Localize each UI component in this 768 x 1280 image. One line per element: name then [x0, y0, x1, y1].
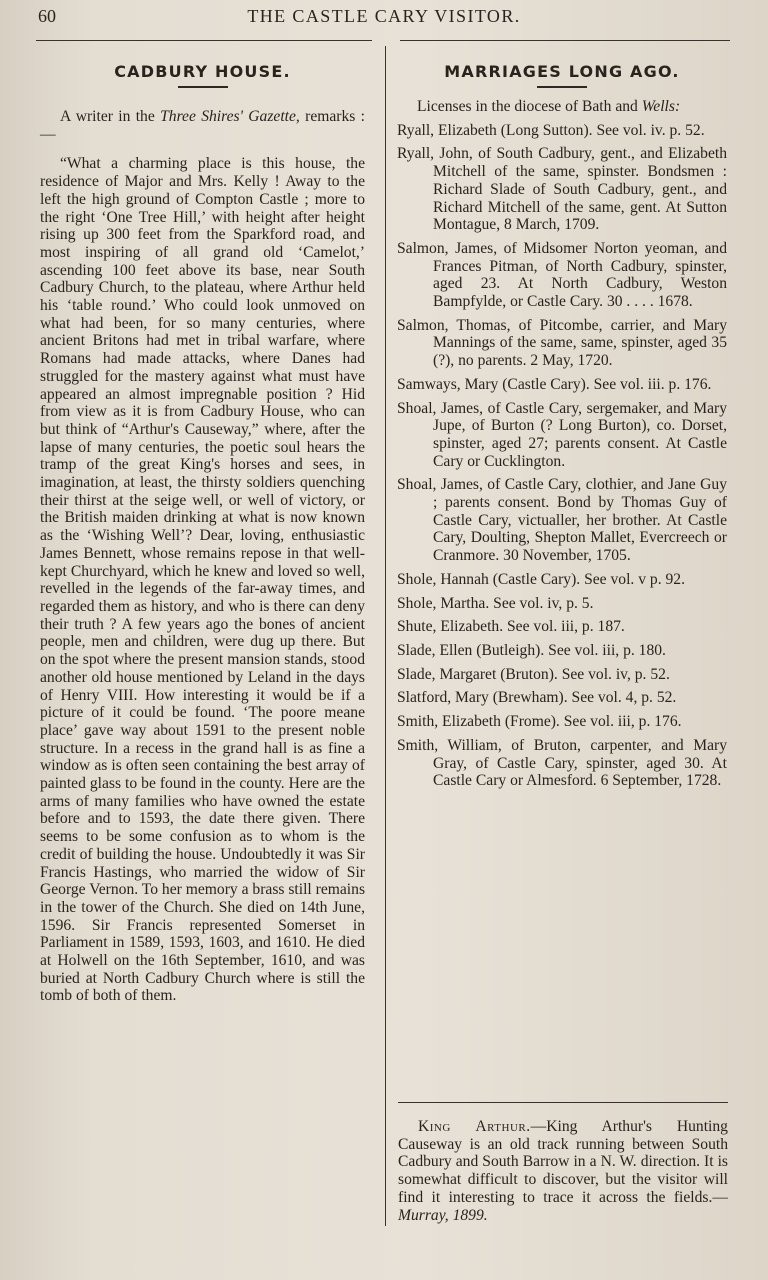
marriage-entry: Shole, Hannah (Castle Cary). See vol. v p. 92.: [397, 570, 685, 588]
header-rule-right: [400, 40, 730, 41]
page-header: [0, 6, 768, 32]
marriage-entry: Ryall, Elizabeth (Long Sutton). See vol. iv. p. 52.: [397, 121, 705, 139]
marriage-entry: Smith, Elizabeth (Frome). See vol. iii, p. 176.: [397, 713, 682, 731]
licenses-intro-place: Wells:: [641, 98, 681, 115]
marriage-entry: Salmon, Thomas, of Pitcombe, carrier, and Mary Mannings of the same, same, spinster, aged 35 (?), no parents. 2 May, 1720.: [397, 316, 727, 370]
running-title: THE CASTLE CARY VISITOR.: [247, 6, 521, 26]
title-rule: [537, 86, 587, 88]
article-title-cadbury-house: CADBURY HOUSE.: [114, 62, 291, 81]
intro-remarks: remarks :—: [40, 108, 366, 143]
column-divider: [385, 46, 386, 1226]
intro-source: Three Shires' Gazette,: [160, 108, 300, 125]
note-year: 1899.: [448, 1206, 488, 1224]
article-body: “What a charming place is this house, the residence of Major and Mrs. Kelly ! Away to the left the high ground of Compton Castle ; more to the right ‘One Tree Hill,’ with height after height rising up 300 feet from the Sparkford road, and most inspiring of all grand old ‘Camelot,’ ascending 100 feet above its base, near South Cadbury Church, to the plateau, where Arthur held his ‘table round.’ Who could look unmoved on what had been, for so many centuries, where ancient Britons had met in tribal warfare, where Romans had made attacks, where Danes had struggled for the mastery against what must have appeared an almost impregnable position ? Hid from view as it is from Cadbury House, who can but think of “Arthur's Causeway,” where, after the lapse of many centuries, the poetic soul hears the tramp of the great King's horses and sees, in imagination, at least, the thirsty soldiers quenching their thirst at the seige well, or well of victory, or the British maiden drinking at what is now known as the ‘Wishing Well’? Dear, loving, enthusiastic James Bennett, whose remains repose in that well-kept Churchyard, which he knew and loved so well, revelled in the legends of the far-away times, and regarded them as history, and who is there can deny their truth ? A few years ago the bones of ancient people, men and children, were dug up there. But on the spot where the present mansion stands, stood another old house mentioned by Leland in the days of Henry VIII. How interesting it would be if a picture of it could be found. ‘The poore meane place’ gave way about 1591 to the present noble structure. In a recess in the grand hall is as fine a window as is often seen containing the best array of painted glass to be found in the county. Here are the arms of many families who have owned the estate before and to 1593, the date there given. There seems to be some confusion as to whom is the credit of building the house. Undoubtedly it was Sir Francis Hastings, who married the widow of Sir George Vernon. To her memory a brass still remains in the tower of the Church. She died on 14th June, 1596. Sir Francis represented Somerset in Parliament in 1589, 1593, 1603, and 1610. He died at Holwell on the 16th September, 1610, and was buried at North Cadbury Church where is still the tomb of both of them.: [40, 155, 366, 1005]
marriage-entry: Samways, Mary (Castle Cary). See vol. iii. p. 176.: [397, 375, 712, 393]
marriage-entry: Shoal, James, of Castle Cary, clothier, and Jane Guy ; parents consent. Bond by Thomas Guy of Castle Cary, victualler, her brother. At Castle Cary, Doulting, Shepton Mallet, Evercreech or Cranmore. 30 November, 1705.: [397, 476, 727, 565]
page-number: 60: [38, 6, 56, 26]
header-rule-left: [36, 40, 372, 41]
marriage-entry: Salmon, James, of Midsomer Norton yeoman, and Frances Pitman, of North Cadbury, spinster, aged 23. At North Cadbury, Weston Bampfylde, or Castle Cary. 30 . . . . 1678.: [397, 239, 727, 311]
licenses-intro-text: Licenses in the diocese of Bath and: [417, 98, 642, 115]
right-column: [397, 60, 727, 790]
title-rule: [178, 86, 228, 88]
king-arthur-note: [398, 1118, 728, 1224]
article-title-marriages: MARRIAGES LONG AGO.: [444, 62, 680, 81]
marriage-entry: Slatford, Mary (Brewham). See vol. 4, p. 52.: [397, 689, 677, 707]
marriage-entry: Slade, Margaret (Bruton). See vol. iv, p. 52.: [397, 665, 670, 683]
marriage-entry: Shole, Martha. See vol. iv, p. 5.: [397, 594, 594, 612]
intro-text: A writer in the: [60, 108, 161, 125]
note-source: Murray,: [398, 1206, 449, 1224]
marriage-entry: Slade, Ellen (Butleigh). See vol. iii, p. 180.: [397, 641, 666, 659]
licenses-intro: [397, 98, 727, 116]
footnote-rule: [398, 1102, 728, 1103]
marriage-entry: Smith, William, of Bruton, carpenter, and Mary Gray, of Castle Cary, spinster, aged 30. At Castle Cary or Almesford. 6 September, 1728.: [397, 736, 727, 790]
left-column: [40, 60, 365, 1005]
note-text: —King Arthur's Hunting Causeway is an old track running between South Cadbury and South Barrow in a N. W. direction. It is somewhat difficult to discover, but the visitor will find it interesting to trace it across the fields.—: [398, 1118, 728, 1206]
marriage-entry: Ryall, John, of South Cadbury, gent., and Elizabeth Mitchell of the same, spinster. Bondsmen : Richard Slade of South Cadbury, gent., and Richard Mitchell of the same, gent. At Sutton Montague, 8 March, 1709.: [397, 145, 727, 234]
article-intro: [40, 108, 365, 143]
note-heading: King Arthur.: [418, 1118, 531, 1135]
marriage-entry: Shute, Elizabeth. See vol. iii, p. 187.: [397, 618, 625, 636]
marriage-entry: Shoal, James, of Castle Cary, sergemaker, and Mary Jupe, of Burton (? Long Burton), co. Dorset, spinster, aged 27; parents consent. At Castle Cary or Cucklington.: [397, 399, 727, 470]
